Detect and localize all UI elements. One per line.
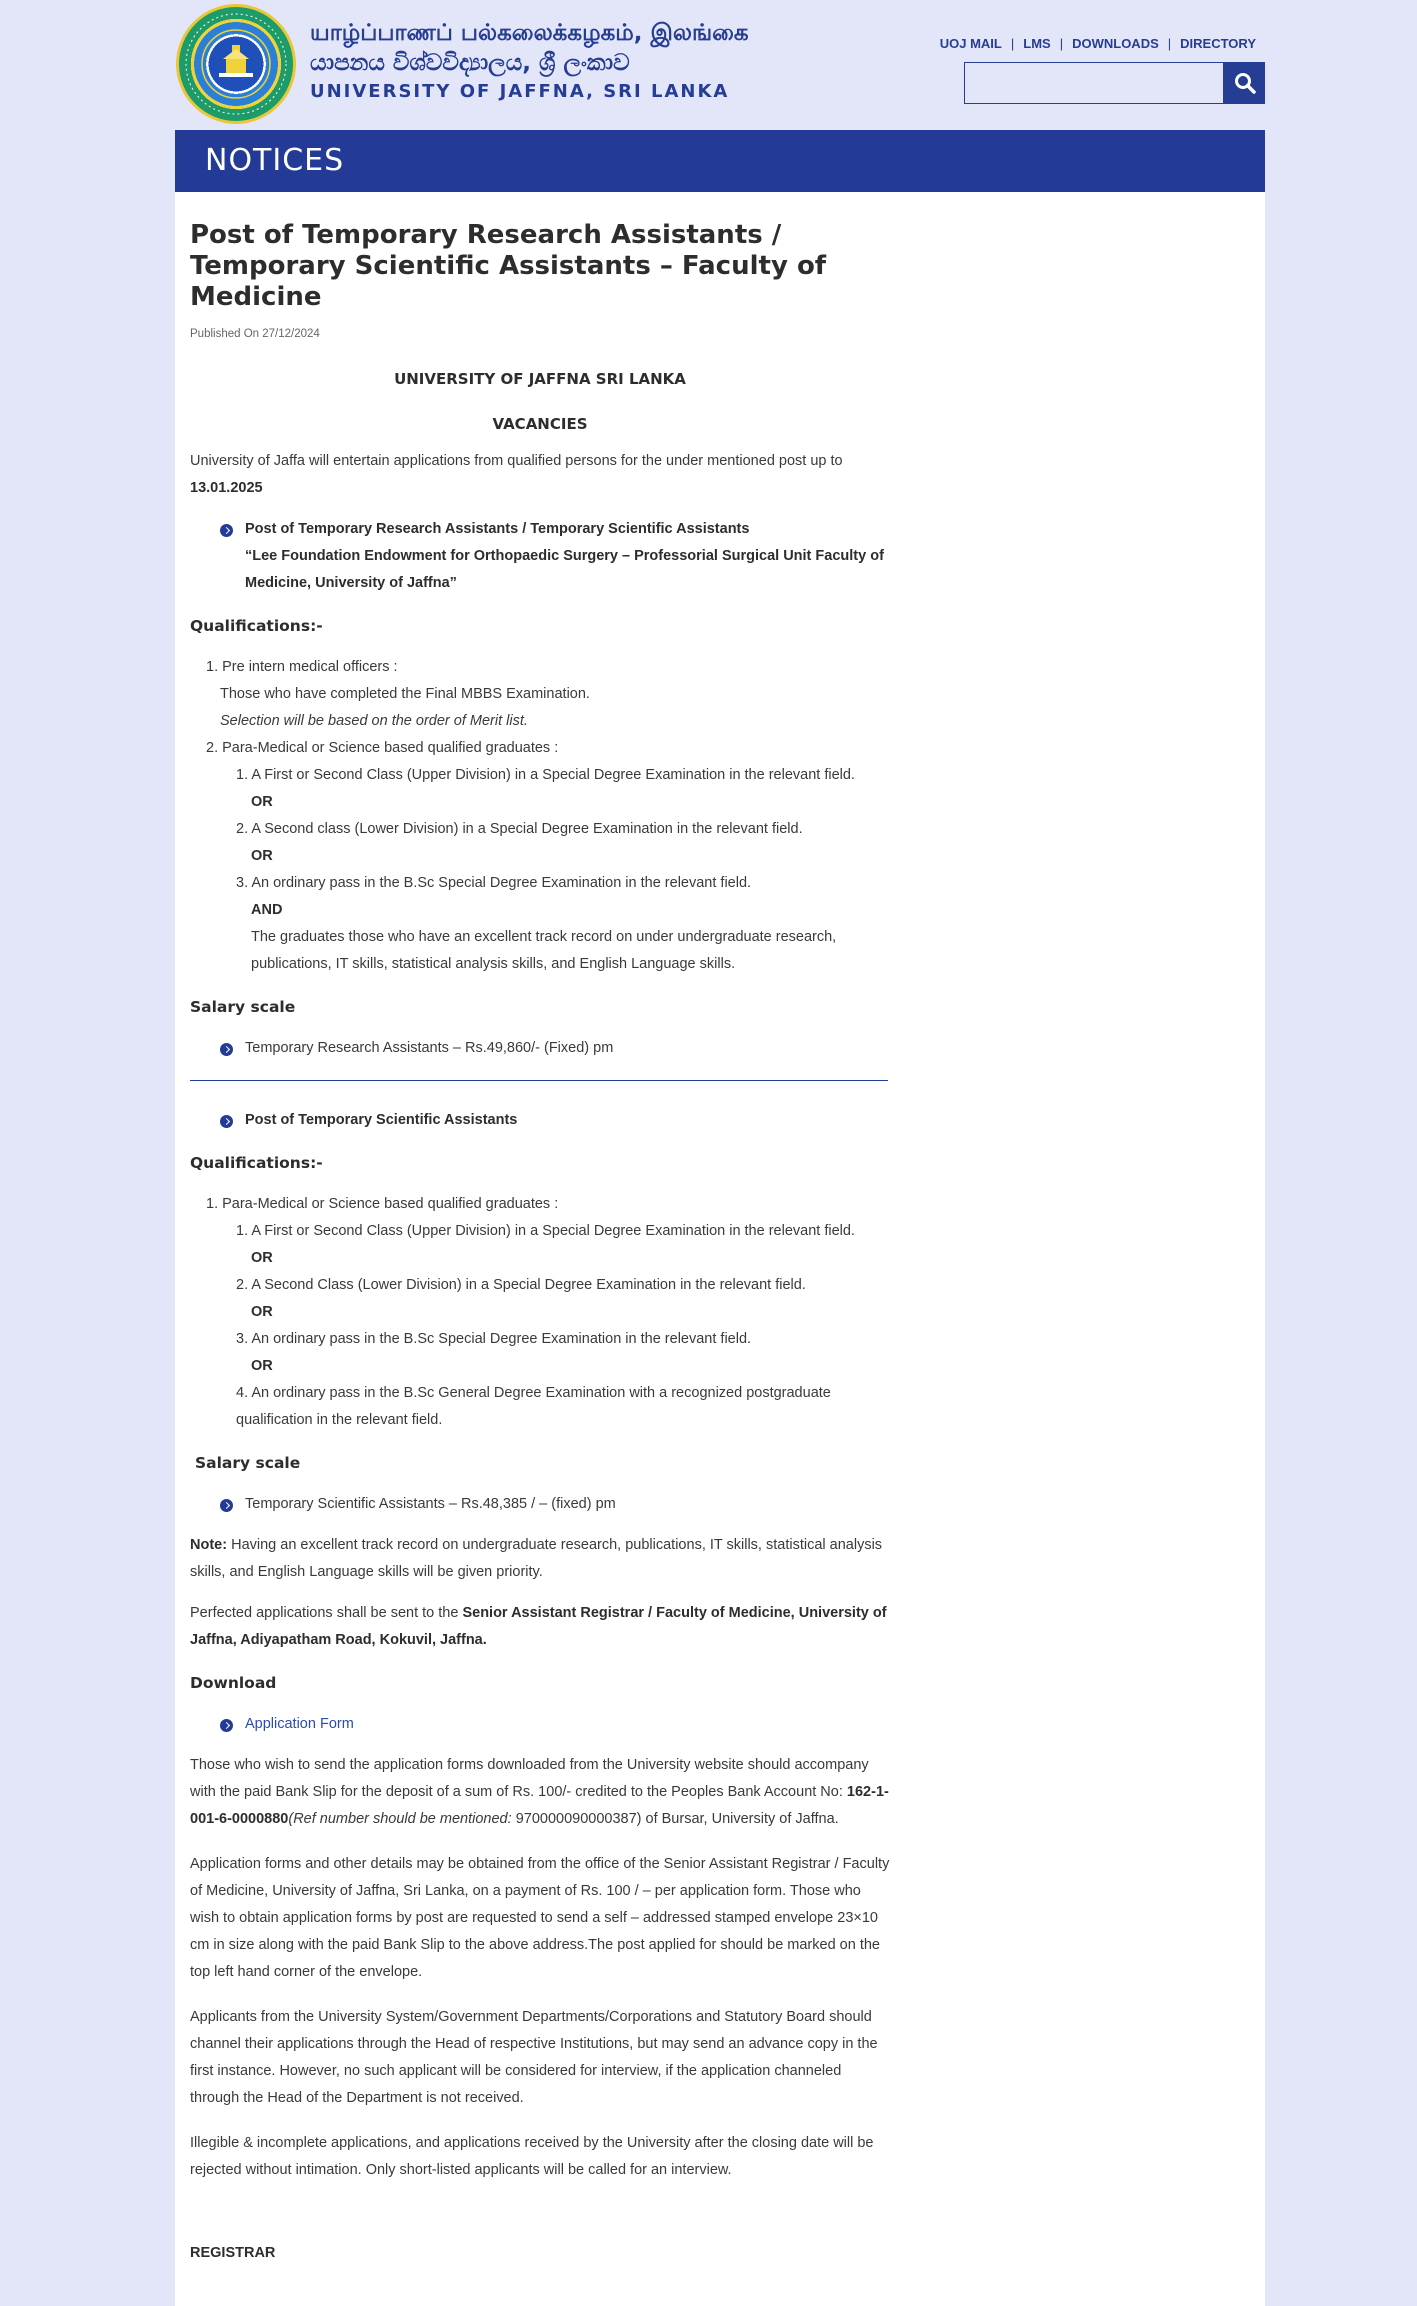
note-text: Having an excellent track record on undergraduate research, publications, IT skills, statistical analysis skills, and English Language skills will be given priority. (190, 1537, 883, 1580)
notices-banner (175, 130, 1265, 192)
p2-option-c: 3. An ordinary pass in the B.Sc Special Degree Examination in the relevant field. (236, 1331, 752, 1347)
university-wordmark[interactable] (310, 18, 749, 106)
bullet-chevron-icon (220, 1043, 233, 1056)
qualifications-heading: Qualifications:- (190, 617, 323, 635)
search-button[interactable] (1224, 62, 1265, 104)
registrar-signature: REGISTRAR (190, 2245, 276, 2261)
list-item (220, 516, 890, 597)
nav-lms[interactable]: LMS (1023, 36, 1051, 51)
post2-title: Post of Temporary Scientific Assistants (245, 1112, 518, 1128)
published-date: Published On 27/12/2024 (190, 328, 320, 340)
q2-option-c: 3. An ordinary pass in the B.Sc Special Degree Examination in the relevant field. (236, 875, 752, 891)
or-label: OR (251, 1358, 273, 1374)
or-label: OR (251, 848, 273, 864)
logo-sinhala-name: යාපනය විශ්වවිද්‍යාලය, ශ්‍රී ලංකාව (310, 50, 630, 76)
nav-uoj-mail[interactable]: UOJ MAIL (939, 36, 1002, 51)
qualifications-heading-2: Qualifications:- (190, 1154, 323, 1172)
nav-directory[interactable]: DIRECTORY (1180, 36, 1256, 51)
search-bar (964, 62, 1265, 104)
content-panel (175, 192, 1265, 2306)
q2-label: 2. Para-Medical or Science based qualified graduates : (206, 740, 559, 756)
logo-tamil-name: யாழ்ப்பாணப் பல்கலைக்கழகம், இலங்கை (310, 20, 749, 46)
p2-option-d: 4. An ordinary pass in the B.Sc General Degree Examination with a recognized postgraduate qualification in the relevant field. (236, 1385, 831, 1428)
bank-ref-label: (Ref number should be mentioned: (288, 1811, 512, 1827)
channel-paragraph: Applicants from the University System/Government Departments/Corporations and Statutory Board should channel their applications through the Head of respective Institutions, but may send an advance copy in the first instance. However, no such applicant will be considered for interview, if the application channeled through the Head of the Department is not received. (190, 2009, 878, 2106)
vacancies-heading: VACANCIES (492, 415, 588, 433)
or-label: OR (251, 1250, 273, 1266)
list-item (220, 1107, 890, 1134)
salary-heading-2: Salary scale (195, 1454, 301, 1472)
download-list (220, 1711, 890, 1738)
q1-line2: Selection will be based on the order of Merit list. (220, 713, 528, 729)
search-icon (1234, 72, 1256, 94)
search-input[interactable] (964, 62, 1224, 104)
notice-article (190, 220, 890, 2281)
list-item (220, 1035, 890, 1062)
bank-ref-number: 970000090000387) of Bursar, University of Jaffna. (515, 1811, 839, 1827)
p2-option-a: 1. A First or Second Class (Upper Division) in a Special Degree Examination in the relevant field. (236, 1223, 855, 1239)
section-divider (190, 1080, 888, 1081)
or-label: OR (251, 1304, 273, 1320)
closing-date: 13.01.2025 (190, 480, 263, 496)
send-address: Senior Assistant Registrar / Faculty of Medicine, University of Jaffna, Adiyapatham Road, Kokuvil, Jaffna. (190, 1605, 887, 1648)
site-header (0, 0, 1417, 130)
logo-english-name: UNIVERSITY OF JAFFNA, SRI LANKA (310, 81, 730, 102)
list-item (220, 1711, 890, 1738)
bullet-chevron-icon (220, 1115, 233, 1128)
application-form-link[interactable]: Application Form (245, 1716, 354, 1732)
qualifications-list-2 (190, 1191, 890, 1434)
post-title: Post of Temporary Research Assistants / Temporary Scientific Assistants – Faculty of Medicine (190, 220, 827, 312)
salary2-list (220, 1491, 890, 1518)
q2-graduates-note: The graduates those who have an excellent track record on under undergraduate research, publications, IT skills, statistical analysis skills, and English Language skills. (251, 929, 837, 972)
nav-separator: | (1167, 36, 1172, 51)
q2-option-a: 1. A First or Second Class (Upper Division) in a Special Degree Examination in the relevant field. (236, 767, 855, 783)
bullet-chevron-icon (220, 1719, 233, 1732)
top-nav (931, 36, 1265, 51)
note-label: Note: (190, 1537, 228, 1553)
nav-separator: | (1010, 36, 1015, 51)
bullet-chevron-icon (220, 524, 233, 537)
illegible-paragraph: Illegible & incomplete applications, and applications received by the University after the closing date will be rejected without intimation. Only short-listed applicants will be called for an interview. (190, 2135, 874, 2178)
p2-label: 1. Para-Medical or Science based qualified graduates : (206, 1196, 559, 1212)
bank-account-number: 162-1-001-6-0000880 (190, 1784, 889, 1827)
bank-text: Those who wish to send the application forms downloaded from the University website should accompany with the paid Bank Slip for the deposit of a sum of Rs. 100/- credited to the Peoples Bank Account No: (190, 1757, 869, 1800)
salary-heading: Salary scale (190, 998, 296, 1016)
q1-line1: Those who have completed the Final MBBS Examination. (220, 686, 590, 702)
q1-label: 1. Pre intern medical officers : (206, 659, 398, 675)
bullet-chevron-icon (220, 1499, 233, 1512)
perfected-text: Perfected applications shall be sent to the (190, 1605, 459, 1621)
or-label: OR (251, 794, 273, 810)
post2-list (220, 1107, 890, 1134)
post1-title: Post of Temporary Research Assistants / Temporary Scientific Assistants (245, 521, 750, 537)
salary1-text: Temporary Research Assistants – Rs.49,860/- (Fixed) pm (245, 1040, 614, 1056)
qualifications-list (190, 654, 890, 978)
intro-text: University of Jaffa will entertain applications from qualified persons for the under mentioned post up to (190, 453, 843, 469)
q2-option-b: 2. A Second class (Lower Division) in a Special Degree Examination in the relevant field. (236, 821, 803, 837)
salary2-text: Temporary Scientific Assistants – Rs.48,385 / – (fixed) pm (245, 1496, 616, 1512)
list-item (220, 1491, 890, 1518)
university-seal-logo[interactable] (176, 4, 296, 124)
post1-subtitle: “Lee Foundation Endowment for Orthopaedic Surgery – Professorial Surgical Unit Faculty of Medicine, University of Jaffna” (245, 548, 884, 591)
download-heading: Download (190, 1674, 277, 1692)
forms-paragraph: Application forms and other details may be obtained from the office of the Senior Assistant Registrar / Faculty of Medicine, University of Jaffna, Sri Lanka, on a payment of Rs. 100 / – per application form. Those who wish to obtain application forms by post are requested to send a self – addressed stamped envelope 23×10 cm in size along with the paid Bank Slip to the above address.The post applied for should be marked on the top left hand corner of the envelope. (190, 1856, 890, 1980)
banner-title: NOTICES (205, 143, 345, 178)
perfected-paragraph (190, 1600, 890, 1654)
nav-separator: | (1059, 36, 1064, 51)
bank-paragraph (190, 1752, 890, 1833)
p2-option-b: 2. A Second Class (Lower Division) in a Special Degree Examination in the relevant field. (236, 1277, 806, 1293)
university-heading: UNIVERSITY OF JAFFNA SRI LANKA (394, 370, 686, 388)
post1-list (220, 516, 890, 597)
salary1-list (220, 1035, 890, 1062)
and-label: AND (251, 902, 283, 918)
intro-paragraph (190, 448, 890, 502)
note-paragraph (190, 1532, 890, 1586)
nav-downloads[interactable]: DOWNLOADS (1072, 36, 1159, 51)
